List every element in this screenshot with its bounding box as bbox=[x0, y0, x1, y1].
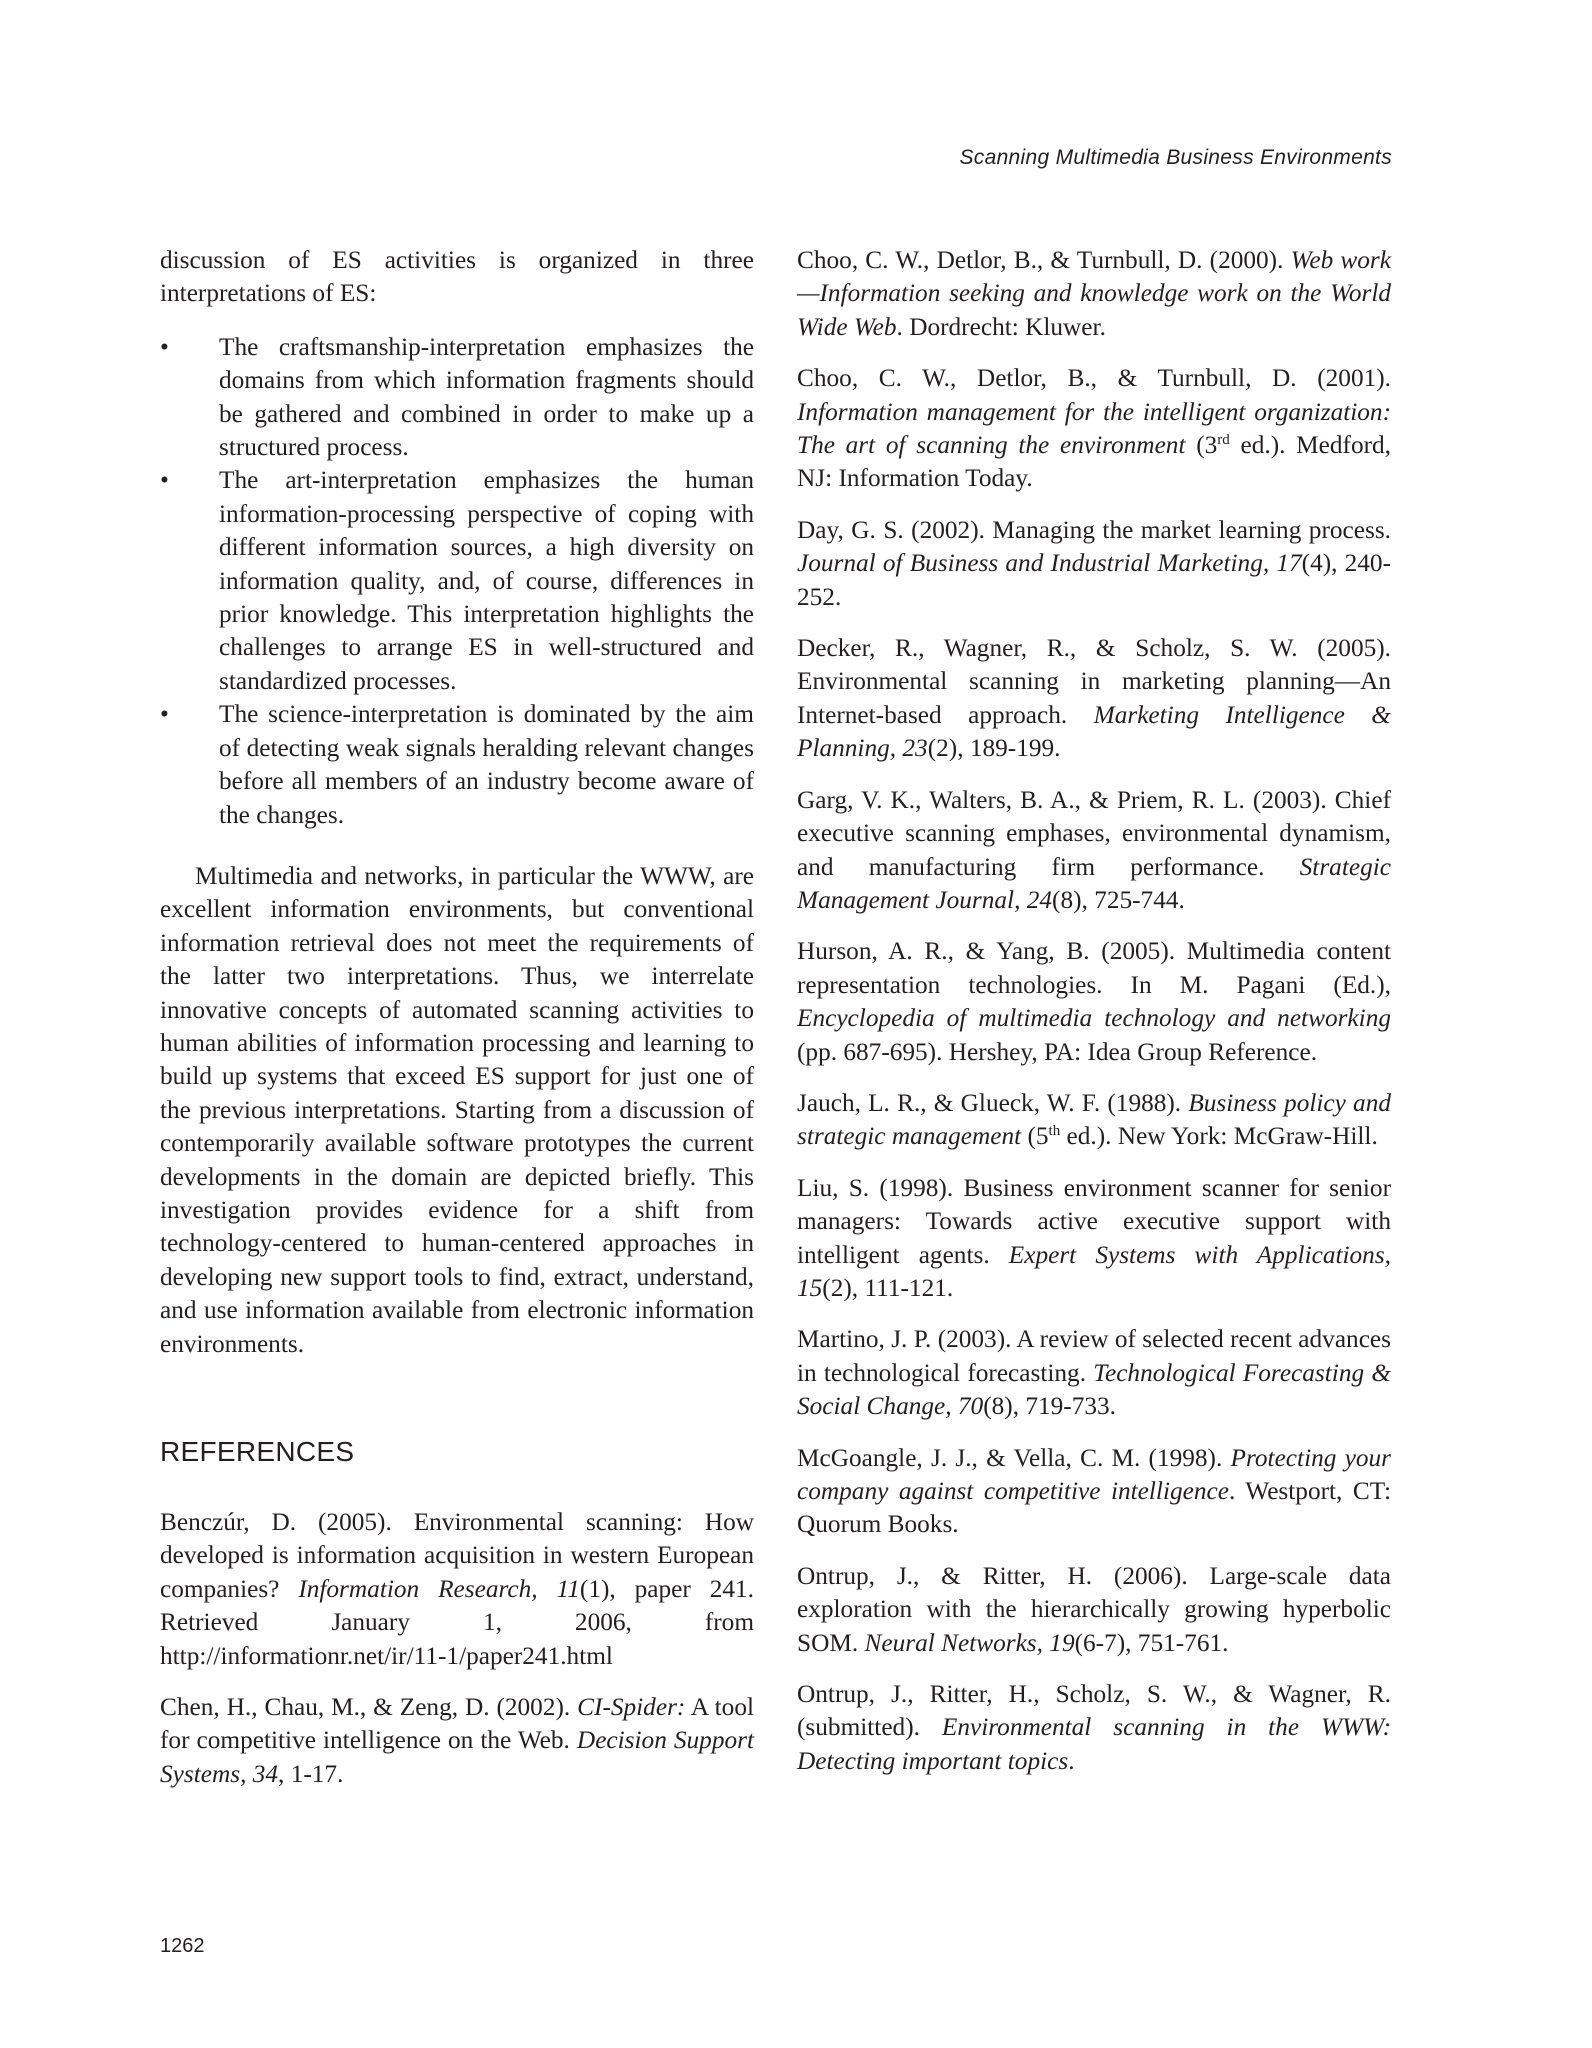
running-head: Scanning Multimedia Business Environments bbox=[959, 146, 1392, 169]
bullet-dot: • bbox=[160, 332, 169, 361]
ref-text: Jauch, L. R., & Glueck, W. F. (1988). bbox=[797, 1088, 1189, 1117]
ref-superscript: rd bbox=[1217, 432, 1230, 449]
ref-text: Choo, C. W., Detlor, B., & Turnbull, D. (2000). bbox=[797, 246, 1291, 274]
ref-source: Neural Networks, 19 bbox=[864, 1628, 1075, 1657]
reference-entry bbox=[797, 1323, 1391, 1423]
ref-text: (3 bbox=[1185, 431, 1218, 460]
bullet-item-craftsmanship bbox=[160, 331, 754, 465]
reference-entry bbox=[797, 784, 1391, 918]
ref-title: Information management for the intelligent organization: The art of scanning the environment bbox=[797, 397, 1391, 460]
ref-text: , 1-17. bbox=[278, 1759, 344, 1788]
bullet-item-science bbox=[160, 698, 754, 832]
ref-source: Marketing Intelligence & Planning, 23 bbox=[797, 700, 1391, 763]
reference-entry bbox=[797, 514, 1391, 614]
ref-text: (5 bbox=[1021, 1122, 1049, 1151]
bullet-dot: • bbox=[160, 466, 169, 495]
ref-text: (2), 111-121. bbox=[822, 1273, 954, 1302]
ref-text: (8), 725-744. bbox=[1052, 885, 1185, 914]
ref-text: (2), 189-199. bbox=[927, 734, 1061, 763]
ref-source: Journal of Business and Industrial Marketing, 17 bbox=[797, 549, 1302, 578]
ref-text: Hurson, A. R., & Yang, B. (2005). Multimedia content representation technologies. In M. Pagani (Ed.), bbox=[797, 937, 1391, 999]
bullet-text: The craftsmanship-interpretation emphasizes the domains from which information fragments should be gathered and combined in order to make up a structured process. bbox=[219, 332, 754, 462]
ref-title: Protecting your company against competitive intelligence bbox=[797, 1443, 1391, 1505]
interpretations-list bbox=[160, 331, 754, 832]
ref-text: (8), 719-733. bbox=[983, 1392, 1116, 1421]
right-column bbox=[797, 244, 1391, 1796]
ref-text: Martino, J. P. (2003). A review of selected recent advances in technological forecasting. bbox=[797, 1325, 1391, 1387]
reference-entry bbox=[797, 1560, 1391, 1660]
reference-entry bbox=[797, 362, 1391, 496]
ref-text: (pp. 687-695). Hershey, PA: Idea Group Reference. bbox=[797, 1037, 1318, 1066]
ref-text: ed.). Medford, NJ: Information Today. bbox=[797, 431, 1391, 493]
ref-title: CI-Spider: bbox=[577, 1693, 686, 1722]
reference-entry bbox=[797, 1172, 1391, 1306]
ref-title: Web work—Information seeking and knowledge work on the World Wide Web bbox=[797, 246, 1391, 341]
reference-entry bbox=[797, 244, 1391, 344]
ref-text: . Dordrecht: Kluwer. bbox=[896, 312, 1106, 341]
ref-text: (1), paper 241. Retrieved January 1, 2006, from http://informationr.net/ir/11-1/paper241.html bbox=[160, 1574, 754, 1670]
page-number: 1262 bbox=[160, 1935, 205, 1957]
ref-text: Choo, C. W., Detlor, B., & Turnbull, D. (2001). bbox=[797, 364, 1391, 393]
ref-text: McGoangle, J. J., & Vella, C. M. (1998). bbox=[797, 1443, 1231, 1472]
ref-source: Technological Forecasting & Social Change, 70 bbox=[797, 1358, 1391, 1421]
ref-text: Day, G. S. (2002). Managing the market learning process. bbox=[797, 515, 1391, 544]
bullet-item-art bbox=[160, 464, 754, 698]
ref-source: Expert Systems with Applications, 15 bbox=[797, 1240, 1391, 1302]
ref-title: Business policy and strategic management bbox=[797, 1088, 1391, 1151]
ref-text: Ontrup, J., & Ritter, H. (2006). Large-scale data exploration with the hierarchically growing hyperbolic SOM. bbox=[797, 1561, 1391, 1657]
ref-title: Environmental scanning in the WWW: Detecting important topics bbox=[797, 1713, 1391, 1775]
ref-text: Benczúr, D. (2005). Environmental scanning: How developed is information acquisition in western European companies? bbox=[160, 1508, 754, 1603]
ref-source: Strategic Management Journal, 24 bbox=[797, 852, 1391, 914]
ref-text: (6-7), 751-761. bbox=[1074, 1628, 1229, 1657]
references-heading: REFERENCES bbox=[160, 1436, 355, 1467]
reference-entry bbox=[797, 1087, 1391, 1154]
bullet-dot: • bbox=[160, 700, 169, 729]
ref-text: Liu, S. (1998). Business environment scanner for senior managers: Towards active executive support with intelligent agents. bbox=[797, 1173, 1391, 1269]
ref-text: . Westport, CT: Quorum Books. bbox=[797, 1477, 1391, 1539]
reference-entry bbox=[160, 1691, 754, 1791]
reference-entry bbox=[797, 632, 1391, 766]
intro-text: discussion of ES activities is organized in three interpretations of ES: bbox=[160, 246, 754, 308]
ref-source: Information Research, 11 bbox=[298, 1574, 580, 1603]
ref-text: A tool for competitive intelligence on the Web. bbox=[160, 1693, 754, 1755]
ref-text: Chen, H., Chau, M., & Zeng, D. (2002). bbox=[160, 1693, 578, 1722]
left-column bbox=[160, 244, 754, 1809]
ref-superscript: th bbox=[1048, 1123, 1061, 1140]
reference-entry bbox=[797, 935, 1391, 1069]
ref-text: . bbox=[1068, 1746, 1075, 1775]
ref-text: ed.). New York: McGraw-Hill. bbox=[1060, 1122, 1378, 1151]
ref-title: Encyclopedia of multimedia technology and networking bbox=[797, 1004, 1391, 1033]
bullet-text: The science-interpretation is dominated by the aim of detecting weak signals heralding relevant changes before all members of an industry become aware of the changes. bbox=[219, 700, 754, 829]
reference-entry bbox=[797, 1678, 1391, 1778]
reference-entry bbox=[160, 1506, 754, 1673]
bullet-text: The art-interpretation emphasizes the human information-processing perspective of coping with different information sources, a high diversity on information quality, and, of course, differences in prior knowledge. This interpretation highlights the challenges to arrange ES in well-structured and standardized processes. bbox=[219, 466, 754, 695]
ref-source: Decision Support Systems, 34 bbox=[160, 1726, 754, 1788]
ref-text: Garg, V. K., Walters, B. A., & Priem, R. L. (2003). Chief executive scanning emphases, environmental dynamism, and manufacturing firm performance. bbox=[797, 785, 1391, 881]
reference-entry bbox=[797, 1442, 1391, 1542]
ref-text: (4), 240-252. bbox=[797, 549, 1391, 611]
body-paragraph: Multimedia and networks, in particular the WWW, are excellent information environments, but conventional information retrieval does not meet the requirements of the latter two interpretations. Thus, we interrelate innovative concepts of automated scanning activities to human abilities of information processing and learning to build up systems that exceed ES support for just one of the previous interpretations. Starting from a discussion of contemporarily available software prototypes the current developments in the domain are depicted briefly. This investigation provides evidence for a shift from technology-centered to human-centered approaches in developing new support tools to find, extract, understand, and use information available from electronic information environments. bbox=[160, 861, 754, 1358]
ref-text: Decker, R., Wagner, R., & Scholz, S. W. (2005). Environmental scanning in marketing planning—An Internet-based approach. bbox=[797, 634, 1391, 729]
ref-text: Ontrup, J., Ritter, H., Scholz, S. W., & Wagner, R. (submitted). bbox=[797, 1680, 1391, 1742]
